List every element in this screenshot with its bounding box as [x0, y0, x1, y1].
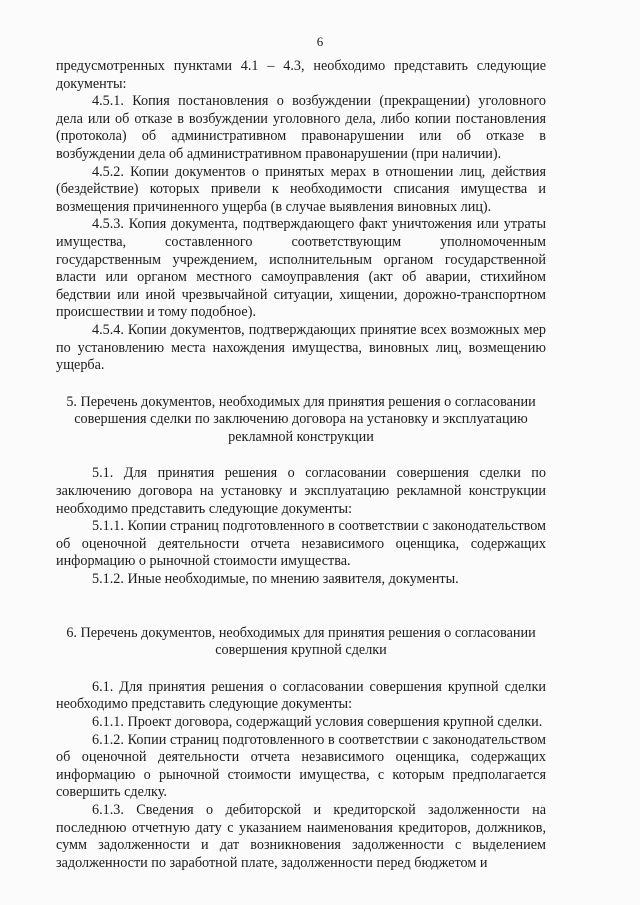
section-heading-5: 5. Перечень документов, необходимых для принятия решения о согласовании совершения сделки по заключению договора на установку и эксплуатацию рекламной конструкции	[66, 393, 536, 445]
paragraph-5-1-2: 5.1.2. Иные необходимые, по мнению заявителя, документы.	[92, 571, 459, 588]
paragraph-4-5-2: 4.5.2. Копии документов о принятых мерах в отношении лиц, действия (бездействие) которых привели к необходимости списания имущества и возмещения причиненного ущерба (в случае выявления виновных лиц).	[56, 163, 546, 215]
paragraph-6-1-1: 6.1.1. Проект договора, содержащий условия совершения крупной сделки.	[92, 714, 543, 730]
paragraph-4-5-3: 4.5.3. Копия документа, подтверждающего факт уничтожения или утраты имущества, составленного соответствующим уполномоченным государственным учреждением, исполнительным органом государственной власти или органом местного самоуправления (акт об аварии, стихийном бедствии или иной чрезвычайной ситуации, хищении, дорожно-транспортном происшествии и тому подобное).	[56, 216, 546, 321]
paragraph-4-5-1: 4.5.1. Копия постановления о возбуждении (прекращении) уголовного дела или об отказе в возбуждении уголовного дела, либо копии постановления (протокола) об административном правонарушении или об отказе в возбуждении дела об административном правонарушении (при наличии).	[56, 93, 546, 162]
paragraph-6-1-2: 6.1.2. Копии страниц подготовленного в соответствии с законодательством об оценочной деятельности отчета независимого оценщика, содержащих информацию о рыночной стоимости имущества, с которым предполагается совершить сделку.	[56, 731, 546, 801]
paragraph-6-1-3: 6.1.3. Сведения о дебиторской и кредиторской задолженности на последнюю отчетную дату с указанием наименования кредиторов, должников, сумм задолженности и дат возникновения задолженности с выделением задолженности по заработной плате, задолженности перед бюджетом и	[56, 801, 546, 871]
paragraph-4-5-4: 4.5.4. Копии документов, подтверждающих принятие всех возможных мер по установлению места нахождения имущества, виновных лиц, возмещению ущерба.	[56, 321, 546, 374]
paragraph-intro: предусмотренных пунктами 4.1 – 4.3, необходимо представить следующие документы:	[56, 58, 546, 92]
paragraph-6-1: 6.1. Для принятия решения о согласовании совершения крупной сделки необходимо представить следующие документы:	[56, 678, 546, 713]
section-heading-6: 6. Перечень документов, необходимых для принятия решения о согласовании совершения крупной сделки	[66, 624, 536, 659]
paragraph-5-1-1: 5.1.1. Копии страниц подготовленного в соответствии с законодательством об оценочной деятельности отчета независимого оценщика, содержащих информацию о рыночной стоимости имущества.	[56, 518, 546, 570]
document-body	[56, 58, 546, 872]
paragraph-5-1: 5.1. Для принятия решения о согласовании совершения сделки по заключению договора на установку и эксплуатацию рекламной конструкции необходимо представить следующие документы:	[56, 465, 546, 517]
page-number: 6	[316, 34, 324, 49]
